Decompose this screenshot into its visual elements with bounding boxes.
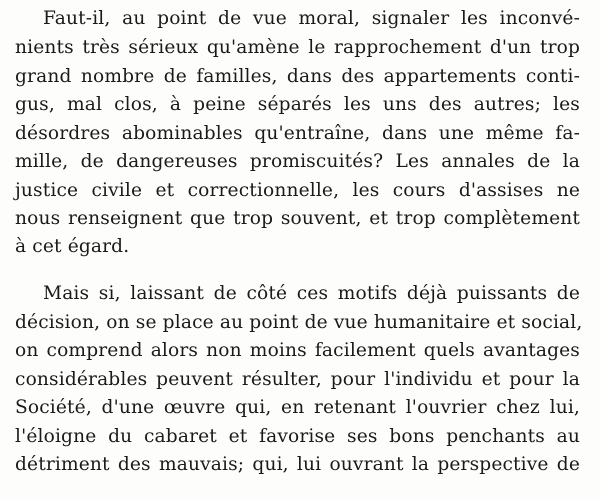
paragraph-line: Faut-il, au point de vue moral, signaler les inconvé- — [43, 8, 580, 29]
paragraph-line: mille, de dangereuses promiscuités? Les annales de la — [15, 151, 580, 172]
paragraph-line: nients très sérieux qu'amène le rapprochement d'un trop — [15, 37, 580, 58]
paragraph-line: Société, d'une œuvre qui, en retenant l'ouvrier chez lui, — [15, 397, 580, 418]
paragraph-line: justice civile et correctionnelle, les cours d'assises ne — [15, 180, 580, 201]
paragraph-line: désordres abominables qu'entraîne, dans une même fa- — [15, 123, 580, 144]
paragraph-line: on comprend alors non moins facilement quels avantages — [15, 340, 580, 361]
paragraph-line: gus, mal clos, à peine séparés les uns des autres; les — [15, 94, 580, 115]
paragraph-line: grand nombre de familles, dans des appartements conti- — [15, 66, 580, 87]
paragraph-line: à cet égard. — [15, 236, 130, 257]
paragraph-line: détriment des mauvais; qui, lui ouvrant la perspective de — [15, 454, 580, 475]
paragraph-line: considérables peuvent résulter, pour l'individu et pour la — [15, 369, 580, 390]
paragraph-line: l'éloigne du cabaret et favorise ses bons penchants au — [15, 426, 580, 447]
paragraph-line: nous renseignent que trop souvent, et trop complètement — [15, 208, 580, 229]
paragraph-line: Mais si, laissant de côté ces motifs déjà puissants de — [43, 283, 580, 304]
paragraph-line: décision, on se place au point de vue humanitaire et social, — [15, 312, 583, 333]
